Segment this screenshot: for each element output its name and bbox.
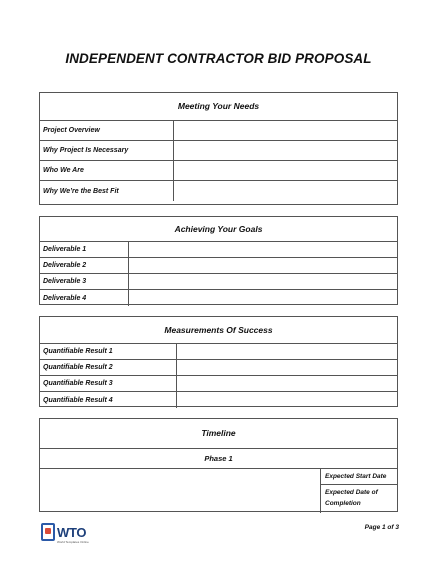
logo-text: WTO xyxy=(57,524,87,540)
phase-label: Phase 1 xyxy=(40,449,397,469)
phase-body xyxy=(40,469,397,513)
table-row xyxy=(40,258,397,274)
row-label: Who We Are xyxy=(40,161,174,180)
row-label: Quantifiable Result 1 xyxy=(40,344,177,359)
row-value-cell[interactable] xyxy=(174,161,397,180)
row-label: Deliverable 4 xyxy=(40,290,129,306)
table-row xyxy=(40,274,397,290)
row-label: Project Overview xyxy=(40,121,174,140)
table-row xyxy=(40,121,397,141)
phase-description-cell[interactable] xyxy=(40,469,321,513)
row-value-cell[interactable] xyxy=(174,141,397,160)
page-number: Page 1 of 3 xyxy=(364,524,399,531)
table-row xyxy=(40,141,397,161)
achieving-goals-table xyxy=(39,216,398,305)
measurements-header: Measurements Of Success xyxy=(40,317,397,344)
expected-completion-label: Expected Date of Completion xyxy=(325,489,378,507)
row-label: Deliverable 1 xyxy=(40,242,129,257)
row-label: Deliverable 2 xyxy=(40,258,129,273)
row-label: Quantifiable Result 3 xyxy=(40,376,177,391)
table-row xyxy=(40,290,397,306)
row-label: Quantifiable Result 2 xyxy=(40,360,177,375)
row-value-cell[interactable] xyxy=(177,360,397,375)
row-value-cell[interactable] xyxy=(177,392,397,408)
wto-logo xyxy=(41,521,89,544)
table-row xyxy=(40,360,397,376)
row-value-cell[interactable] xyxy=(129,258,397,273)
logo-tagline: World Templates Online xyxy=(57,540,89,544)
row-label: Why We’re the Best Fit xyxy=(40,181,174,201)
row-label: Deliverable 3 xyxy=(40,274,129,289)
document-logo-icon xyxy=(41,523,55,541)
row-value-cell[interactable] xyxy=(129,242,397,257)
expected-start-date-label: Expected Start Date xyxy=(321,469,397,485)
meeting-needs-table xyxy=(39,92,398,205)
row-value-cell[interactable] xyxy=(174,121,397,140)
row-value-cell[interactable] xyxy=(177,376,397,391)
row-value-cell[interactable] xyxy=(174,181,397,201)
table-row xyxy=(40,161,397,181)
table-row xyxy=(40,376,397,392)
table-row xyxy=(40,242,397,258)
table-row xyxy=(40,344,397,360)
row-value-cell[interactable] xyxy=(129,274,397,289)
row-value-cell[interactable] xyxy=(177,344,397,359)
table-row xyxy=(40,181,397,201)
page-title: INDEPENDENT CONTRACTOR BID PROPOSAL xyxy=(65,51,372,66)
row-label: Why Project Is Necessary xyxy=(40,141,174,160)
table-row xyxy=(40,392,397,408)
timeline-table xyxy=(39,418,398,512)
measurements-table xyxy=(39,316,398,407)
phase-dates xyxy=(321,469,397,513)
achieving-goals-header: Achieving Your Goals xyxy=(40,217,397,242)
timeline-header: Timeline xyxy=(40,419,397,449)
meeting-needs-header: Meeting Your Needs xyxy=(40,93,397,121)
row-label: Quantifiable Result 4 xyxy=(40,392,177,408)
row-value-cell[interactable] xyxy=(129,290,397,306)
